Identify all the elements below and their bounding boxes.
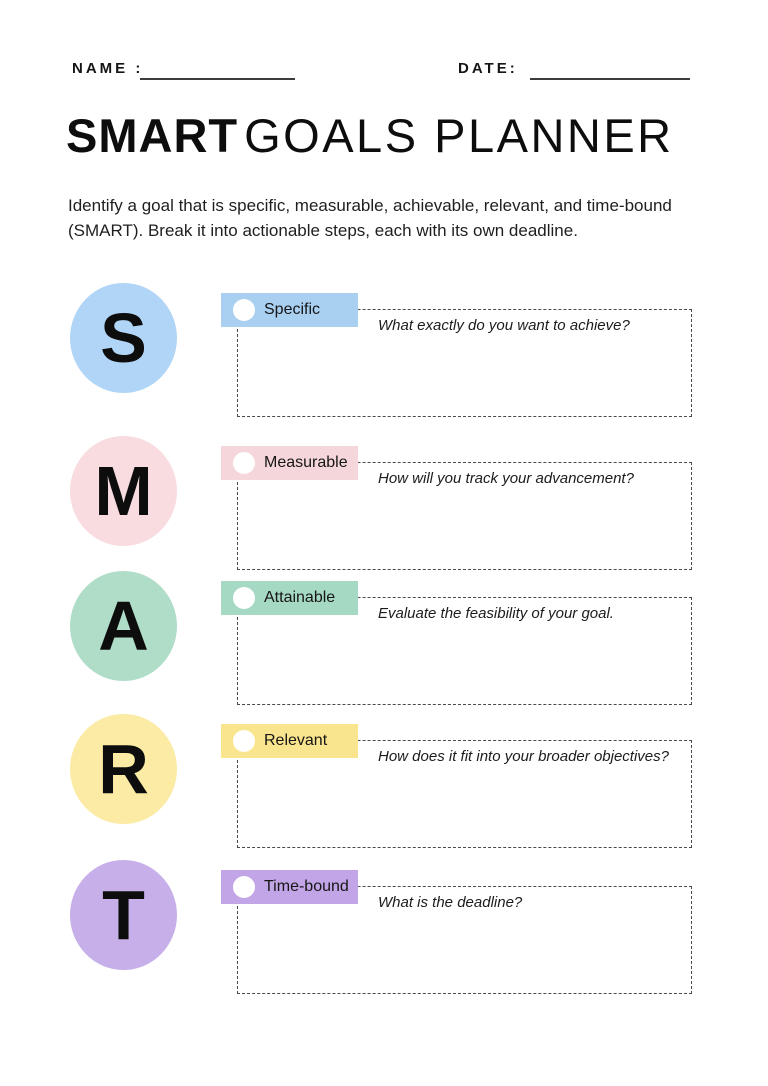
smart-row-measurable [0, 436, 768, 588]
bullet-circle-icon [233, 876, 255, 898]
category-tab-label: Time-bound [264, 878, 349, 895]
letter-circle: R [70, 714, 177, 824]
letter-circle: T [70, 860, 177, 970]
page-title [66, 108, 674, 164]
smart-row-specific [0, 283, 768, 435]
category-tab-attainable [221, 581, 358, 615]
page-description: Identify a goal that is specific, measurable, achievable, relevant, and time-bound (SMART). Break it into actionable steps, each with its own deadline. [68, 196, 672, 240]
category-tab-label: Specific [264, 301, 321, 318]
bullet-circle-icon [233, 587, 255, 609]
category-tab-relevant [221, 724, 358, 758]
page-title-bold: SMART [66, 109, 239, 162]
category-tab-label: Attainable [264, 589, 336, 606]
smart-row-relevant [0, 714, 768, 866]
bullet-circle-icon [233, 452, 255, 474]
prompt-question: What is the deadline? [378, 894, 523, 911]
prompt-question: Evaluate the feasibility of your goal. [378, 605, 614, 622]
smart-row-time-bound [0, 860, 768, 1012]
category-tab-measurable [221, 446, 358, 480]
category-tab-label: Relevant [264, 732, 328, 749]
letter-circle: M [70, 436, 177, 546]
page-title-light: GOALS PLANNER [244, 109, 674, 162]
bullet-circle-icon [233, 299, 255, 321]
letter-circle: A [70, 571, 177, 681]
prompt-question: How does it fit into your broader objectives? [378, 748, 669, 765]
smart-row-attainable [0, 571, 768, 723]
name-fill-in-line[interactable] [140, 78, 295, 80]
name-label: NAME : [72, 60, 144, 77]
letter-circle: S [70, 283, 177, 393]
category-tab-time-bound [221, 870, 358, 904]
prompt-question: What exactly do you want to achieve? [378, 317, 630, 334]
category-tab-label: Measurable [264, 454, 348, 471]
date-label: DATE: [458, 60, 518, 77]
prompt-question: How will you track your advancement? [378, 470, 634, 487]
category-tab-specific [221, 293, 358, 327]
date-fill-in-line[interactable] [530, 78, 690, 80]
bullet-circle-icon [233, 730, 255, 752]
